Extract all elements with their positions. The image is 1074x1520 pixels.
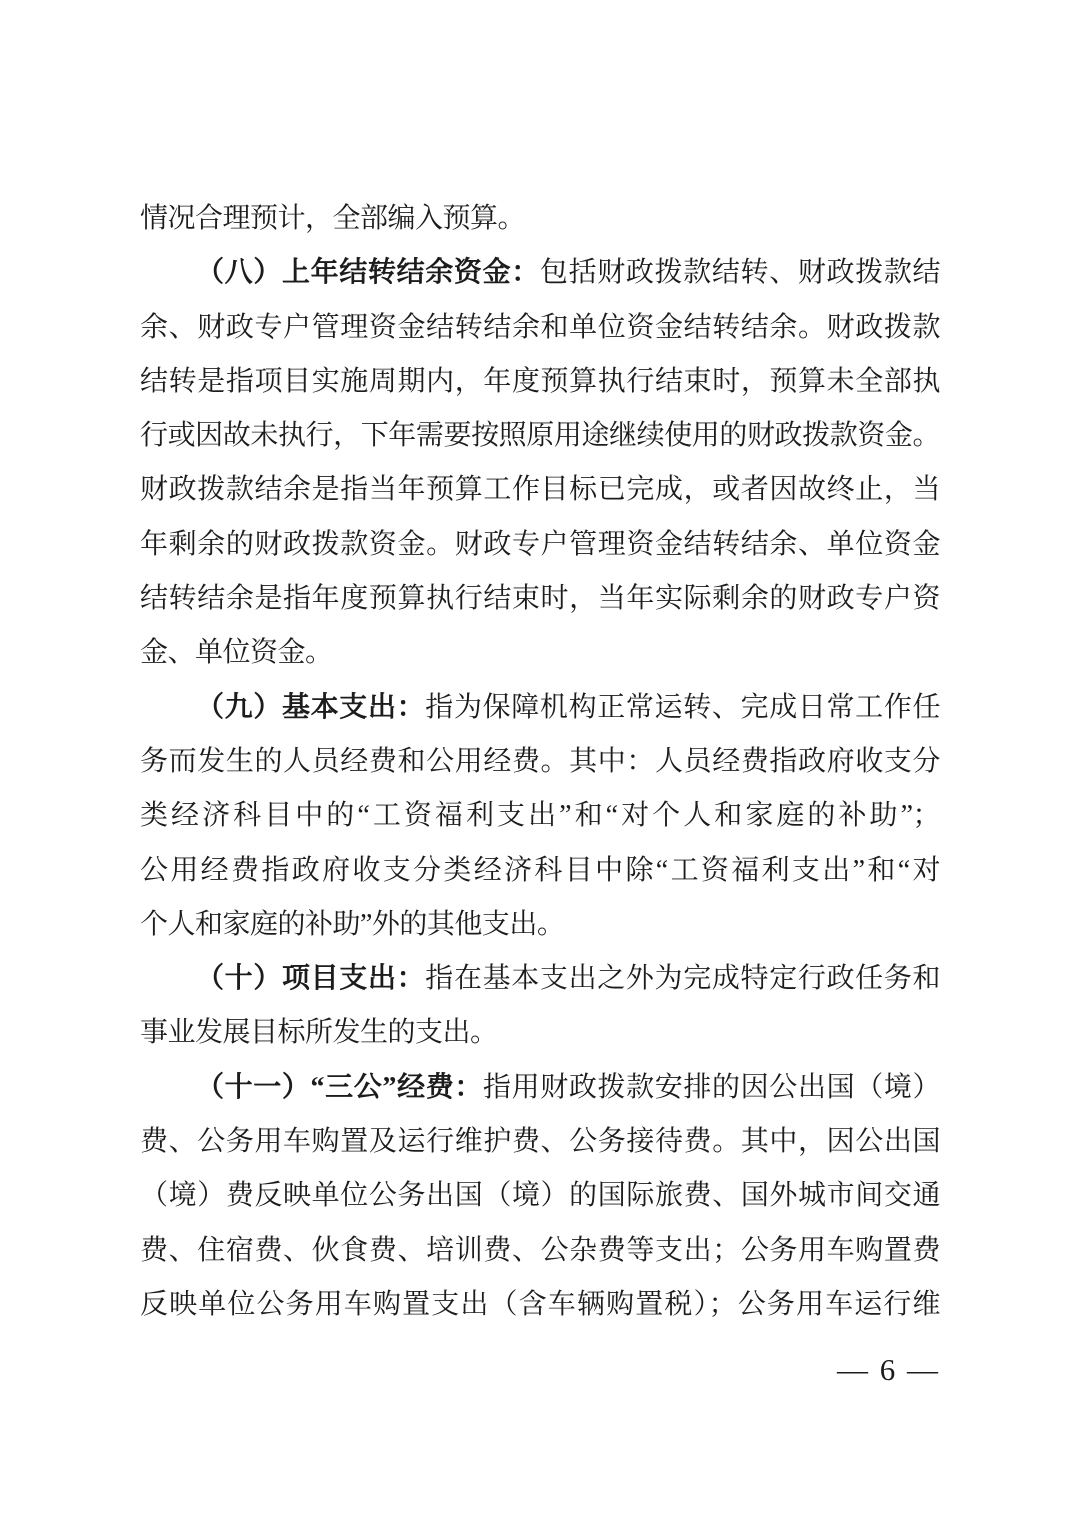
body-text: 金、单位资金。: [140, 637, 333, 669]
text-line: [140, 355, 940, 409]
body-text: 费、住宿费、伙食费、培训费、公杂费等支出；公务用车购置费: [140, 1234, 940, 1266]
text-line: [140, 572, 940, 626]
body-text: 指用财政拨款安排的因公出国（境）: [482, 1071, 940, 1103]
section-heading-text: （九）基本支出：: [196, 691, 426, 723]
page-number: — 6 —: [837, 1352, 940, 1387]
body-text: 指在基本支出之外为完成特定行政任务和: [425, 963, 940, 995]
body-text: （境）费反映单位公务出国（境）的国际旅费、国外城市间交通: [140, 1180, 940, 1212]
text-line: [140, 1115, 940, 1169]
text-line: [140, 681, 940, 735]
text-line: [140, 192, 940, 246]
body-text: 事业发展目标所发生的支出。: [140, 1017, 498, 1049]
body-text: 指为保障机构正常运转、完成日常工作任: [425, 691, 940, 723]
body-text: 结转是指项目实施周期内，年度预算执行结束时，预算未全部执: [140, 365, 940, 397]
section-heading-text: （八）上年结转结余资金：: [196, 257, 540, 289]
body-text: 年剩余的财政拨款资金。财政专户管理资金结转结余、单位资金: [140, 528, 940, 560]
body-text: 结转结余是指年度预算执行结束时，当年实际剩余的财政专户资: [140, 583, 940, 615]
body-text: 务而发生的人员经费和公用经费。其中：人员经费指政府收支分: [140, 745, 940, 777]
body-text: 个人和家庭的补助”外的其他支出。: [140, 908, 565, 940]
text-line: [140, 735, 940, 789]
text-line: [140, 246, 940, 300]
section-heading-text: （十）项目支出：: [196, 963, 426, 995]
text-line: [140, 844, 940, 898]
body-text: 类经济科目中的“工资福利支出”和“对个人和家庭的补助”；: [140, 800, 940, 832]
body-text: 余、财政专户管理资金结转结余和单位资金结转结余。财政拨款: [140, 311, 940, 343]
text-line: [140, 952, 940, 1006]
text-line: [140, 1278, 940, 1332]
text-line: [140, 789, 940, 843]
text-line: [140, 301, 940, 355]
body-text: 行或因故未执行，下年需要按照原用途继续使用的财政拨款资金。: [140, 420, 940, 452]
text-line: [140, 1224, 940, 1278]
body-text: 包括财政拨款结转、财政拨款结: [539, 257, 940, 289]
text-line: [140, 1006, 940, 1060]
body-text: 公用经费指政府收支分类经济科目中除“工资福利支出”和“对: [140, 854, 940, 886]
text-line: [140, 409, 940, 463]
text-line: [140, 463, 940, 517]
body-text: 情况合理预计，全部编入预算。: [140, 203, 526, 234]
text-line: [140, 1061, 940, 1115]
text-line: [140, 626, 940, 680]
body-text: 财政拨款结余是指当年预算工作目标已完成，或者因故终止，当: [140, 474, 940, 506]
text-block: [140, 192, 940, 1332]
section-heading-text: （十一）“三公”经费：: [196, 1071, 483, 1103]
text-line: [140, 518, 940, 572]
body-text: 费、公务用车购置及运行维护费、公务接待费。其中，因公出国: [140, 1126, 940, 1158]
text-line: [140, 1169, 940, 1223]
text-line: [140, 898, 940, 952]
body-text: 反映单位公务用车购置支出（含车辆购置税）；公务用车运行维: [140, 1288, 940, 1320]
